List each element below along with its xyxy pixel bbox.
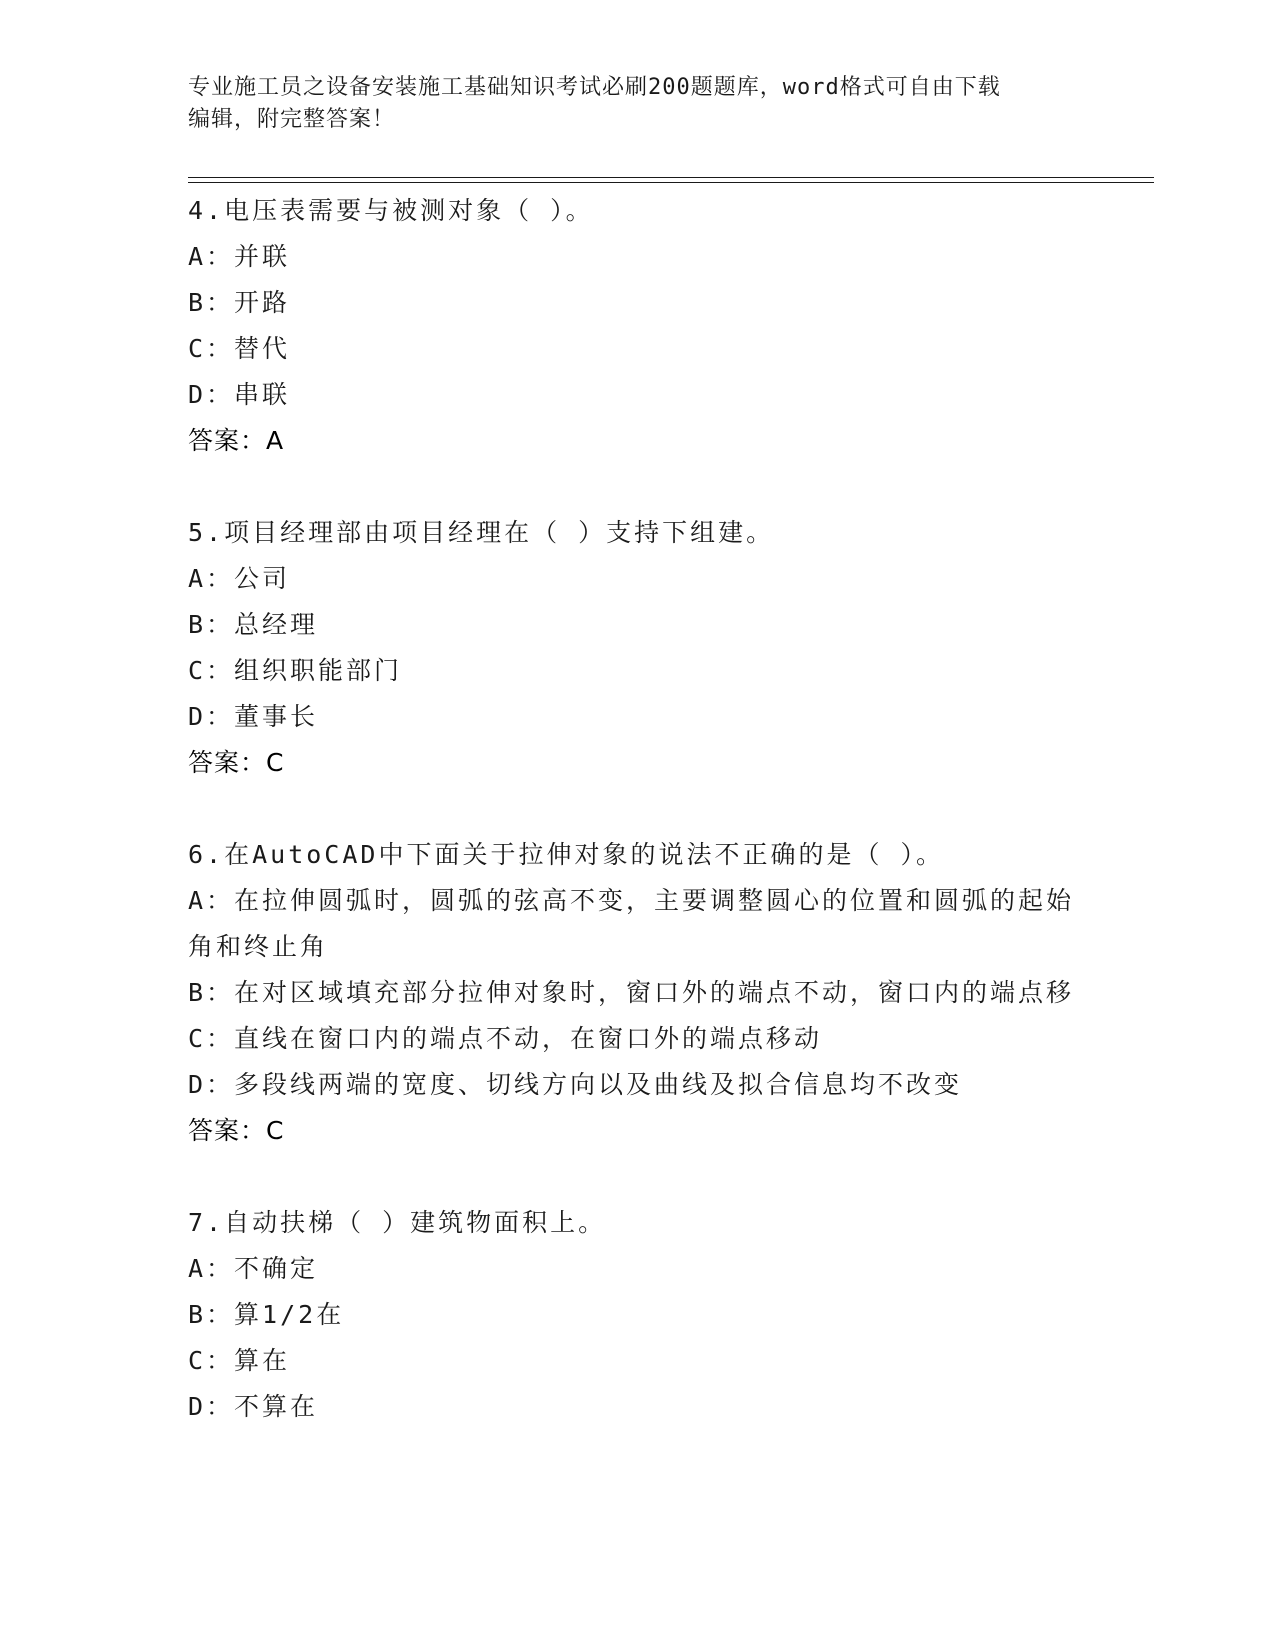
question-stem: 6.在AutoCAD中下面关于拉伸对象的说法不正确的是（ ）。 [188,840,945,869]
question-stem: 7.自动扶梯（ ）建筑物面积上。 [188,1208,607,1237]
option-b: B：在对区域填充部分拉伸对象时，窗口外的端点不动，窗口内的端点移 [188,978,1075,1007]
option-d: D：不算在 [188,1392,319,1421]
option-d: D：串联 [188,380,291,409]
option-c: C：替代 [188,334,291,363]
option-b: B：总经理 [188,610,319,639]
header-title-line-2: 编辑，附完整答案！ [188,107,396,132]
answer-label: 答案：A [188,426,285,455]
question-stem: 4.电压表需要与被测对象（ ）。 [188,196,594,225]
option-b: B：算1/2在 [188,1300,345,1329]
answer-label: 答案：C [188,748,285,777]
header-divider-top [188,177,1154,178]
question-stem: 5.项目经理部由项目经理在（ ）支持下组建。 [188,518,775,547]
question-list [188,188,1088,1476]
option-a: A：不确定 [188,1254,319,1283]
header-divider-bottom [188,182,1154,183]
option-a: A：在拉伸圆弧时，圆弧的弦高不变，主要调整圆心的位置和圆弧的起始角和终止角 [188,886,1075,961]
document-header [188,72,1088,136]
option-a: A：公司 [188,564,291,593]
option-c: C：组织职能部门 [188,656,403,685]
question-4 [188,188,1088,464]
question-5 [188,510,1088,786]
header-title-line-1: 专业施工员之设备安装施工基础知识考试必刷200题题库，word格式可自由下载 [188,75,1001,100]
answer-label: 答案：C [188,1116,285,1145]
option-a: A：并联 [188,242,291,271]
option-d: D：董事长 [188,702,319,731]
option-c: C：算在 [188,1346,291,1375]
option-d: D：多段线两端的宽度、切线方向以及曲线及拟合信息均不改变 [188,1070,963,1099]
option-b: B：开路 [188,288,291,317]
option-c: C：直线在窗口内的端点不动，在窗口外的端点移动 [188,1024,823,1053]
question-6 [188,832,1088,1154]
question-7 [188,1200,1088,1430]
